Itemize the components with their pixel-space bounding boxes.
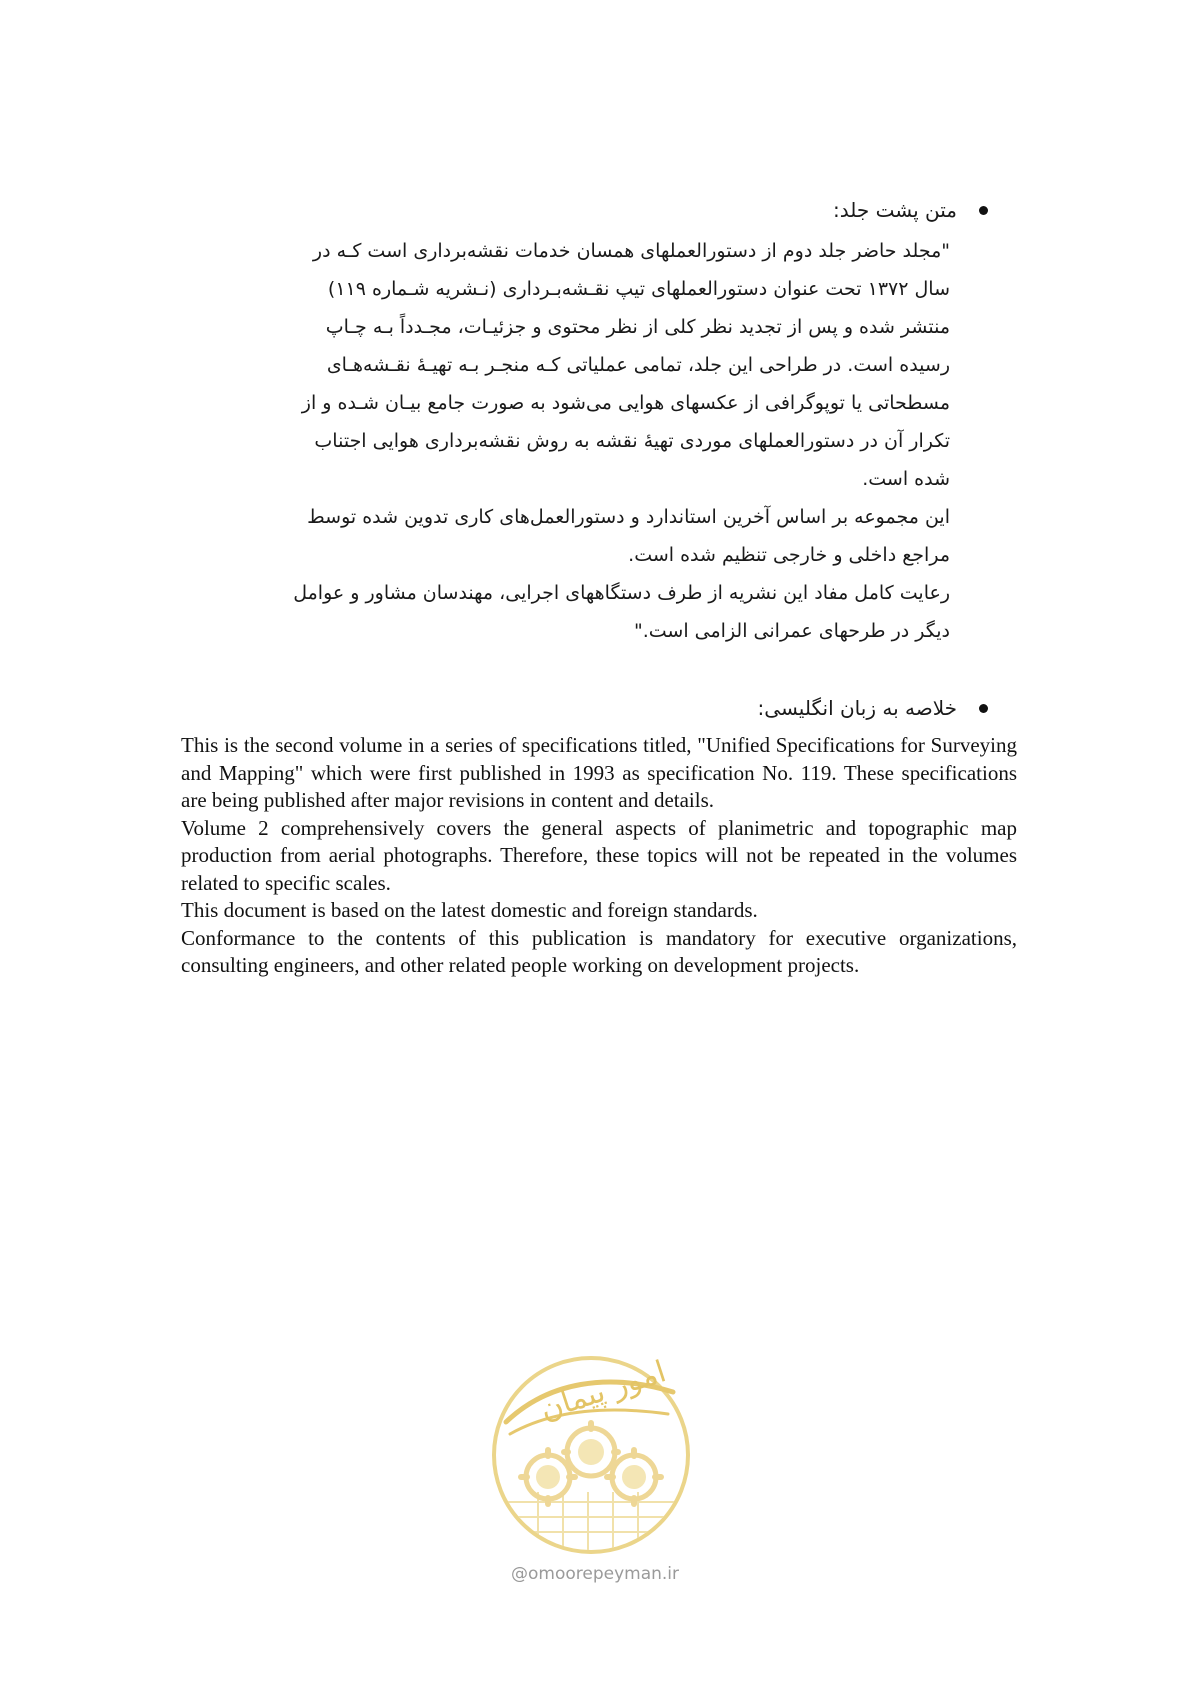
paragraph-line: منتشر شده و پس از تجدید نظر کلی از نظر محتوی و جزئیـات، مجـدداً بـه چـاپ: [325, 316, 950, 338]
paragraph-line: "مجلد حاضر جلد دوم از دستورالعملهای همسان خدمات نقشه‌برداری است کـه در: [312, 240, 950, 262]
paragraph-line: سال ۱۳۷۲ تحت عنوان دستورالعملهای تیپ نقـشه‌بـرداری (نـشریه شـماره ۱۱۹): [327, 278, 950, 300]
paragraph-line: تکرار آن در دستورالعملهای موردی تهیهٔ نقشه به روش نقشه‌برداری هوایی اجتناب: [314, 430, 950, 452]
summary-paragraph: This is the second volume in a series of specifications titled, "Unified Specifications for Surveying and Mapping" which were first published in 1993 as specification No. 119. These specifications are being published after major revisions in content and details.: [181, 733, 1017, 812]
paragraph-line: رعایت کامل مفاد این نشریه از طرف دستگاههای اجرایی، مهندسان مشاور و عوامل: [293, 582, 950, 604]
paragraph-line: مراجع داخلی و خارجی تنظیم شده است.: [628, 544, 950, 566]
paragraph-line: دیگر در طرحهای عمرانی الزامی است.": [633, 620, 950, 642]
bullet-item: [250, 190, 990, 230]
watermark-logo-icon: [488, 1352, 694, 1558]
bullet-label: خلاصه به زبان انگلیسی:: [757, 696, 957, 720]
bullet-back-cover-text: [250, 190, 990, 230]
paragraph-line: رسیده است. در طراحی این جلد، تمامی عملیاتی کـه منجـر بـه تهیـهٔ نقـشه‌هـای: [326, 354, 950, 376]
summary-paragraph: This document is based on the latest domestic and foreign standards.: [181, 898, 758, 922]
paragraph-line: مسطحاتی یا توپوگرافی از عکسهای هوایی می‌شود به صورت جامع بیـان شـده و از: [301, 392, 950, 414]
english-summary: [181, 732, 1017, 980]
summary-paragraph: Volume 2 comprehensively covers the general aspects of planimetric and topographic map production from aerial photographs. Therefore, these topics will not be repeated in the volumes related to specific scales.: [181, 815, 1017, 895]
bullet-dot-icon: [979, 704, 988, 713]
bullet-dot-icon: [979, 206, 988, 215]
summary-paragraph: Conformance to the contents of this publication is mandatory for executive organizations, consulting engineers, and other related people working on development projects.: [181, 925, 1017, 977]
bullet-item: [250, 688, 990, 728]
back-cover-paragraph: [252, 232, 950, 650]
bullet-label: متن پشت جلد:: [833, 198, 957, 222]
paragraph-line: شده است.: [862, 468, 950, 490]
bullet-english-summary: [250, 688, 990, 728]
watermark-logo-text: امور پیمان: [535, 1354, 671, 1428]
paragraph-line: این مجموعه بر اساس آخرین استاندارد و دستورالعمل‌های کاری تدوین شده توسط: [307, 506, 950, 528]
watermark-caption: @omoorepeyman.ir: [510, 1564, 680, 1584]
